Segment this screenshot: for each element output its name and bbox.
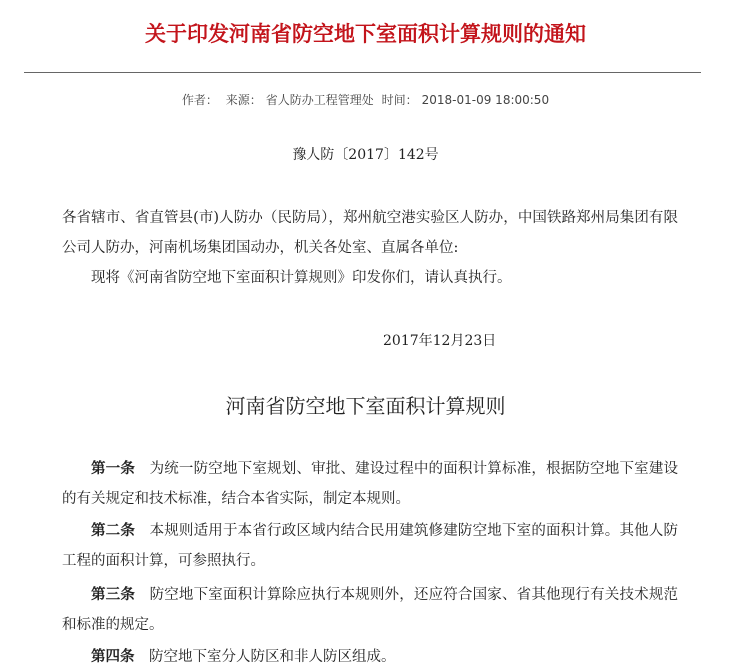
article-label: 第四条: [91, 649, 135, 665]
document-number: 豫人防〔2017〕142号: [292, 147, 439, 163]
source-value: 省人防办工程管理处: [265, 93, 374, 107]
article-4: [62, 642, 678, 672]
rules-title: 河南省防空地下室面积计算规则: [225, 394, 506, 418]
article-1: [62, 454, 678, 514]
notice-paragraph: 现将《河南省防空地下室面积计算规则》印发你们，请认真执行。: [91, 270, 512, 286]
time-value: 2018-01-09 18:00:50: [421, 93, 550, 107]
article-text: 防空地下室分人防区和非人防区组成。: [149, 649, 396, 665]
source-label: 来源：: [225, 93, 262, 107]
page-title: 关于印发河南省防空地下室面积计算规则的通知: [145, 21, 586, 46]
addressee-paragraph: 各省辖市、省直管县(市)人防办（民防局），郑州航空港实验区人防办，中国铁路郑州局集团有限公司人防办，河南机场集团国动办，机关各处室、直属各单位:: [62, 210, 678, 256]
article-label: 第一条: [91, 461, 136, 477]
article-label: 第二条: [91, 523, 136, 539]
title-divider: [24, 72, 701, 73]
article-label: 第三条: [91, 587, 136, 603]
article-2: [62, 516, 678, 576]
time-label: 时间：: [381, 93, 418, 107]
article-text: 防空地下室面积计算除应执行本规则外，还应符合国家、省其他现行有关技术规范和标准的规定。: [62, 587, 679, 633]
article-text: 本规则适用于本省行政区域内结合民用建筑修建防空地下室的面积计算。其他人防工程的面积计算，可参照执行。: [62, 523, 679, 569]
issue-date: 2017年12月23日: [383, 333, 497, 349]
article-3: [62, 580, 678, 640]
article-meta: [0, 91, 731, 108]
author-label: 作者：: [181, 93, 218, 107]
article-text: 为统一防空地下室规划、审批、建设过程中的面积计算标准，根据防空地下室建设的有关规定和技术标准，结合本省实际，制定本规则。: [62, 461, 679, 507]
